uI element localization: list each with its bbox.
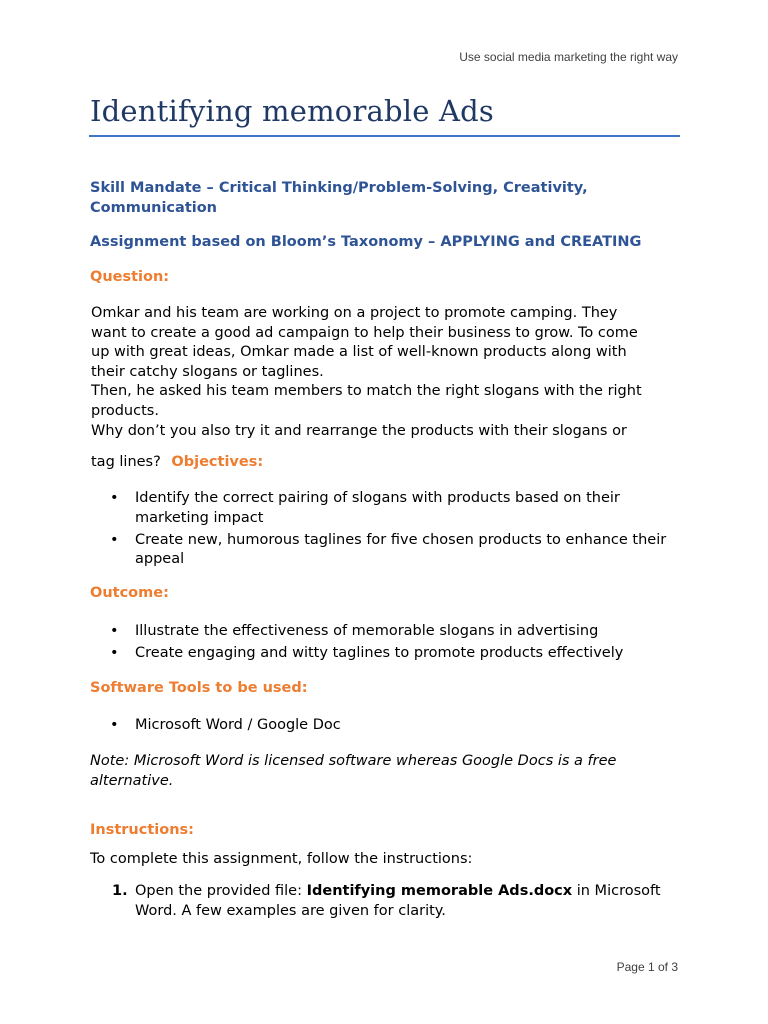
question-line: want to create a good ad campaign to help their business to grow. To come bbox=[91, 324, 638, 341]
question-text bbox=[91, 304, 681, 441]
software-text: Microsoft Word / Google Doc bbox=[135, 717, 341, 733]
question-line: Omkar and his team are working on a project to promote camping. They bbox=[91, 305, 618, 321]
question-line: Why don’t you also try it and rearrange the products with their slogans or bbox=[91, 422, 627, 439]
outcome-heading: Outcome: bbox=[90, 585, 169, 601]
question-line: their catchy slogans or taglines. bbox=[91, 363, 324, 380]
page-header: Use social media marketing the right way bbox=[459, 50, 678, 64]
instructions-intro: To complete this assignment, follow the instructions: bbox=[90, 851, 473, 867]
list-item bbox=[90, 622, 680, 642]
step-number: 1. bbox=[112, 883, 128, 899]
title-underline bbox=[89, 135, 680, 137]
list-item bbox=[90, 644, 680, 664]
page-number: Page 1 of 3 bbox=[616, 960, 678, 974]
list-item bbox=[90, 882, 680, 921]
skill-mandate-heading: Skill Mandate – Critical Thinking/Problem-Solving, Creativity, Communication bbox=[90, 180, 588, 216]
outcome-text: Create engaging and witty taglines to promote products effectively bbox=[135, 645, 624, 662]
outcome-list bbox=[90, 622, 680, 666]
bullet-icon: • bbox=[110, 717, 119, 733]
bullet-icon: • bbox=[110, 623, 119, 639]
software-heading: Software Tools to be used: bbox=[90, 680, 308, 696]
instructions-steps bbox=[90, 882, 680, 921]
objective-text: Identify the correct pairing of slogans with products based on their marketing impact bbox=[135, 490, 620, 526]
bullet-icon: • bbox=[110, 531, 119, 548]
question-line: up with great ideas, Omkar made a list of well-known products along with bbox=[91, 344, 627, 361]
list-item bbox=[90, 716, 680, 736]
page-title: Identifying memorable Ads bbox=[90, 94, 495, 128]
question-heading: Question: bbox=[90, 269, 170, 285]
list-item bbox=[90, 531, 680, 570]
question-line: Then, he asked his team members to match the right slogans with the right bbox=[91, 383, 642, 400]
bullet-icon: • bbox=[110, 490, 119, 506]
file-name: Identifying memorable Ads.docx bbox=[306, 883, 573, 899]
bullet-icon: • bbox=[110, 645, 119, 662]
question-last-line bbox=[91, 453, 681, 473]
outcome-text: Illustrate the effectiveness of memorable slogans in advertising bbox=[135, 623, 599, 639]
question-line: tag lines? bbox=[91, 454, 161, 470]
list-item bbox=[90, 489, 680, 528]
instructions-heading: Instructions: bbox=[90, 822, 194, 838]
step-text: in Microsoft Word. A few examples are given for clarity. bbox=[135, 883, 661, 919]
note-text: Note: Microsoft Word is licensed software whereas Google Docs is a free alternative. bbox=[90, 753, 617, 789]
objectives-heading: Objectives: bbox=[171, 454, 264, 470]
assignment-heading: Assignment based on Bloom’s Taxonomy – APPLYING and CREATING bbox=[90, 234, 642, 250]
software-list bbox=[90, 716, 680, 738]
objectives-list bbox=[90, 489, 680, 572]
objective-text: Create new, humorous taglines for five chosen products to enhance their appeal bbox=[135, 531, 667, 568]
question-line: products. bbox=[91, 402, 159, 419]
step-text: Open the provided file: bbox=[135, 883, 307, 899]
